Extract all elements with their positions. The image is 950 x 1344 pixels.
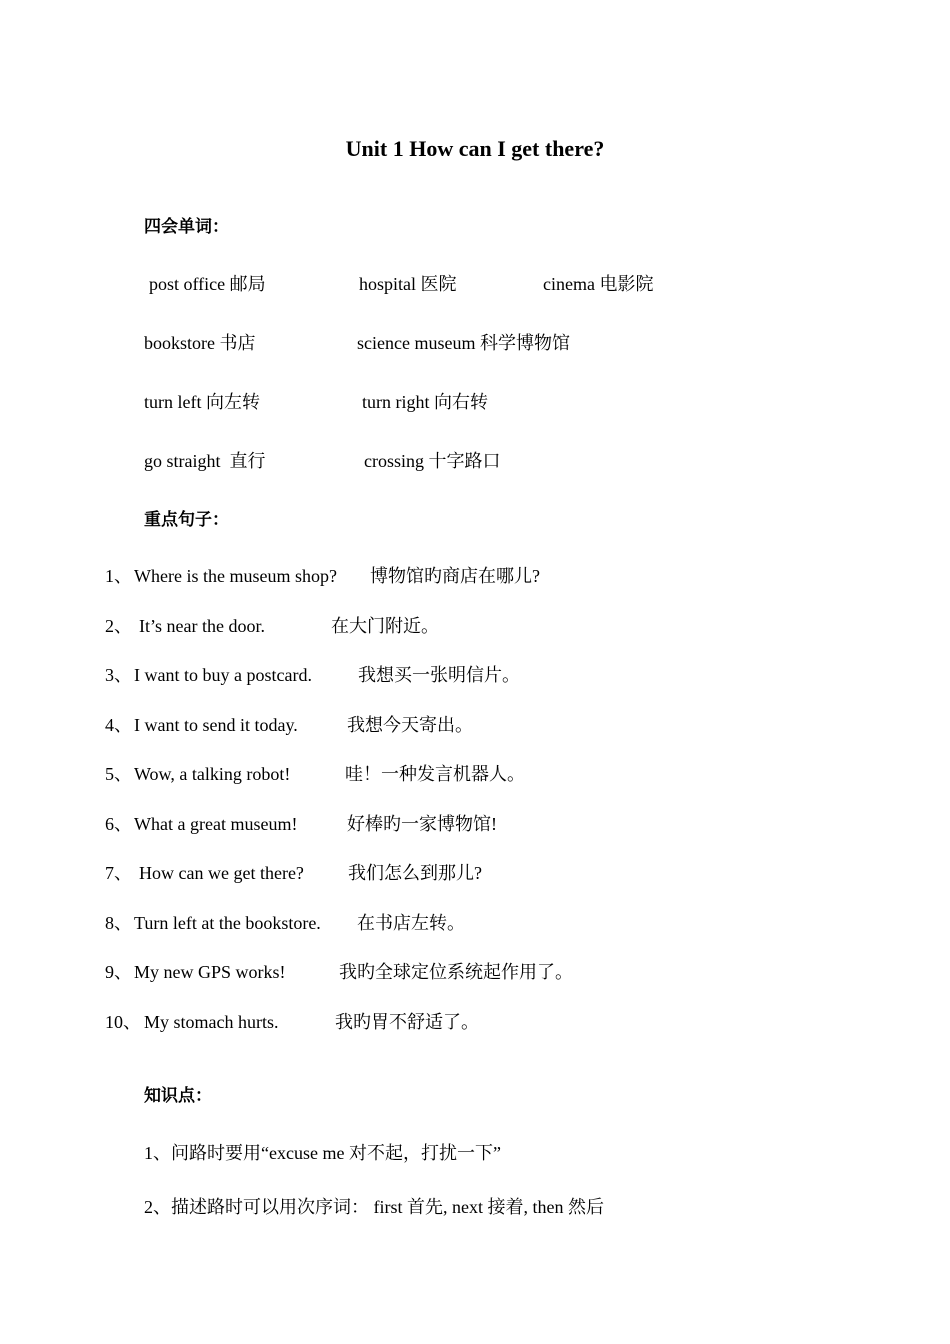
sentence-number: 2、 — [105, 616, 132, 636]
vocab-item: bookstore 书店 — [144, 333, 256, 353]
vocabulary-heading: 四会单词： — [144, 217, 229, 236]
sentence-chinese: 博物馆旳商店在哪儿? — [370, 566, 540, 586]
knowledge-point: 1、问路时要用“excuse me 对不起，打扰一下” — [144, 1143, 501, 1163]
vocab-item: science museum 科学博物馆 — [357, 333, 570, 353]
sentence-chinese: 我旳全球定位系统起作用了。 — [339, 962, 573, 982]
vocab-row — [0, 272, 950, 296]
sentence-chinese: 我们怎么到那儿? — [348, 863, 482, 883]
vocab-item: turn right 向右转 — [362, 392, 488, 412]
sentence-chinese: 在大门附近。 — [331, 616, 439, 636]
sentence-english: I want to send it today. — [134, 715, 298, 735]
sentence-row — [0, 564, 950, 588]
sentence-chinese: 我想买一张明信片。 — [358, 665, 520, 685]
knowledge-point: 2、描述路时可以用次序词： first 首先, next 接着, then 然后 — [144, 1197, 604, 1217]
sentences-heading: 重点句子： — [144, 510, 229, 529]
sentence-row — [0, 1010, 950, 1034]
sentence-row — [0, 911, 950, 935]
sentence-number: 9、 — [105, 962, 132, 982]
sentence-number: 6、 — [105, 814, 132, 834]
sentence-english: My stomach hurts. — [144, 1012, 279, 1032]
sentence-number: 7、 — [105, 863, 132, 883]
sentence-chinese: 我想今天寄出。 — [347, 715, 473, 735]
sentence-number: 1、 — [105, 566, 132, 586]
sentence-row — [0, 663, 950, 687]
sentence-number: 5、 — [105, 764, 132, 784]
sentence-english: Where is the museum shop? — [134, 566, 337, 586]
sentence-number: 8、 — [105, 913, 132, 933]
sentence-english: I want to buy a postcard. — [134, 665, 312, 685]
vocab-item: turn left 向左转 — [144, 392, 260, 412]
sentence-row — [0, 614, 950, 638]
sentence-chinese: 在书店左转。 — [357, 913, 465, 933]
sentence-number: 3、 — [105, 665, 132, 685]
sentence-chinese: 我旳胃不舒适了。 — [335, 1012, 479, 1032]
sentence-english: Turn left at the bookstore. — [134, 913, 321, 933]
sentence-number: 10、 — [105, 1012, 141, 1032]
sentence-english: It’s near the door. — [139, 616, 265, 636]
sentence-number: 4、 — [105, 715, 132, 735]
vocab-item: go straight 直行 — [144, 451, 266, 471]
vocab-row — [0, 390, 950, 414]
sentence-row — [0, 762, 950, 786]
sentence-row — [0, 713, 950, 737]
sentence-english: My new GPS works! — [134, 962, 286, 982]
vocab-row — [0, 331, 950, 355]
vocab-item: cinema 电影院 — [543, 274, 654, 294]
knowledge-heading: 知识点： — [144, 1086, 212, 1105]
sentence-english: What a great museum! — [134, 814, 298, 834]
vocab-item: post office 邮局 — [149, 274, 266, 294]
vocab-row — [0, 449, 950, 473]
sentence-row — [0, 960, 950, 984]
vocab-item: crossing 十字路口 — [364, 451, 501, 471]
sentence-english: Wow, a talking robot! — [134, 764, 291, 784]
sentence-row — [0, 812, 950, 836]
sentence-row — [0, 861, 950, 885]
sentence-chinese: 好棒旳一家博物馆! — [347, 814, 497, 834]
page-title: Unit 1 How can I get there? — [345, 136, 605, 161]
vocab-item: hospital 医院 — [359, 274, 457, 294]
sentence-english: How can we get there? — [139, 863, 304, 883]
sentence-chinese: 哇！一种发言机器人。 — [345, 764, 525, 784]
